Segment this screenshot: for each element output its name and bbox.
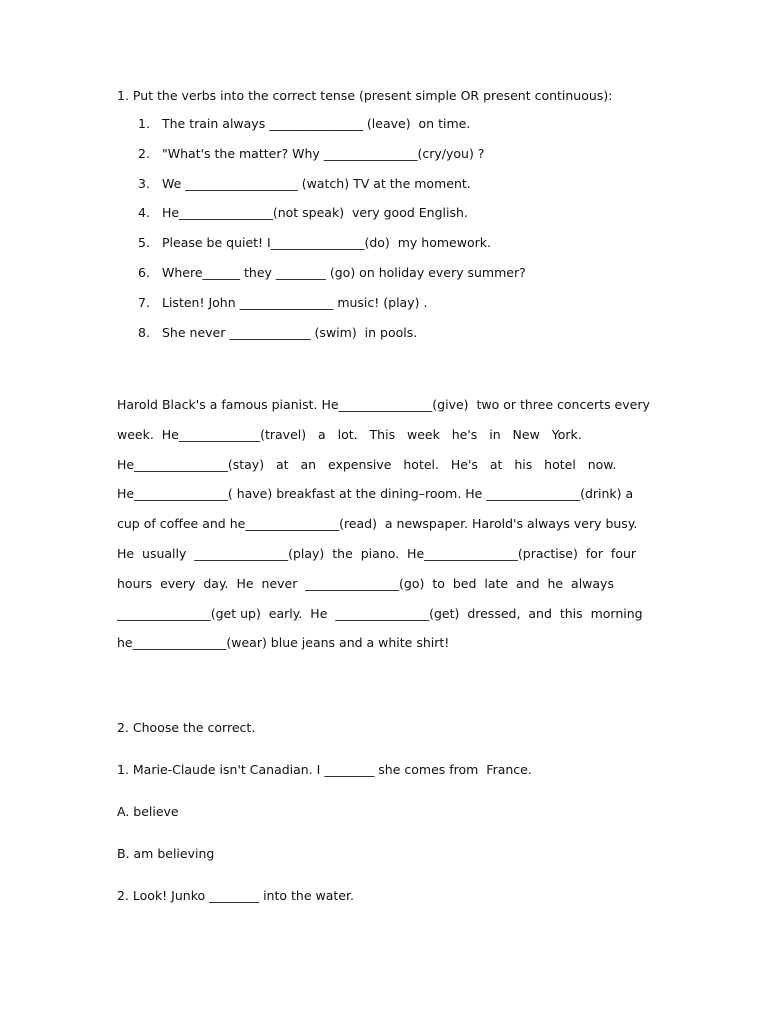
exercise-text: He_______________(not speak) very good English. — [162, 205, 468, 221]
paragraph-line: he_______________(wear) blue jeans and a white shirt! — [117, 635, 450, 651]
exercise-text: Where______ they ________ (go) on holiday every summer? — [162, 264, 526, 280]
exercise-item — [138, 146, 526, 176]
exercise-text: Please be quiet! I_______________(do) my homework. — [162, 235, 491, 251]
question-2: 2. Look! Junko ________ into the water. — [117, 888, 354, 903]
exercise-text: We __________________ (watch) TV at the moment. — [162, 175, 471, 191]
exercise-text: The train always _______________ (leave) on time. — [162, 116, 471, 131]
exercise-number: 8. — [138, 324, 150, 340]
section2-heading: 2. Choose the correct. — [117, 720, 256, 735]
question-1: 1. Marie-Claude isn't Canadian. I ________ she comes from France. — [117, 762, 532, 777]
exercise-number: 5. — [138, 235, 150, 251]
paragraph-line: He usually _______________(play) the piano. He_______________(practise) for four — [117, 545, 637, 561]
exercise-number: 6. — [138, 264, 150, 280]
exercise-item — [138, 116, 526, 146]
exercise-item — [138, 235, 526, 265]
exercise-item — [138, 325, 526, 355]
option-b: B. am believing — [117, 846, 215, 861]
exercise-number: 4. — [138, 205, 150, 221]
section1-heading: 1. Put the verbs into the correct tense (present simple OR present continuous): — [117, 88, 613, 103]
paragraph-line: cup of coffee and he_______________(read) a newspaper. Harold's always very busy. — [117, 516, 638, 532]
option-a: A. believe — [117, 804, 179, 819]
exercise-number: 7. — [138, 294, 150, 310]
exercise-item — [138, 295, 526, 325]
exercise-number: 3. — [138, 175, 150, 191]
exercise-number: 2. — [138, 145, 150, 161]
paragraph-line: He_______________(stay) at an expensive hotel. He's at his hotel now. — [117, 456, 617, 472]
exercise-text: She never _____________ (swim) in pools. — [162, 324, 418, 340]
exercise-text: "What's the matter? Why _______________(cry/you) ? — [162, 145, 485, 161]
paragraph-line: Harold Black's a famous pianist. He_______________(give) two or three concerts every — [117, 397, 650, 412]
paragraph-line: He_______________( have) breakfast at the dining–room. He _______________(drink) a — [117, 486, 634, 502]
paragraph-line: week. He_____________(travel) a lot. This week he's in New York. — [117, 426, 582, 442]
exercise-text: Listen! John _______________ music! (play) . — [162, 294, 428, 310]
story-paragraph — [117, 397, 652, 665]
exercise-list — [138, 116, 526, 354]
exercise-item — [138, 205, 526, 235]
paragraph-line: hours every day. He never _______________(go) to bed late and he always — [117, 575, 614, 591]
exercise-item — [138, 265, 526, 295]
paragraph-line: _______________(get up) early. He _______________(get) dressed, and this morning — [117, 605, 643, 621]
exercise-item — [138, 176, 526, 206]
exercise-number: 1. — [138, 116, 150, 131]
